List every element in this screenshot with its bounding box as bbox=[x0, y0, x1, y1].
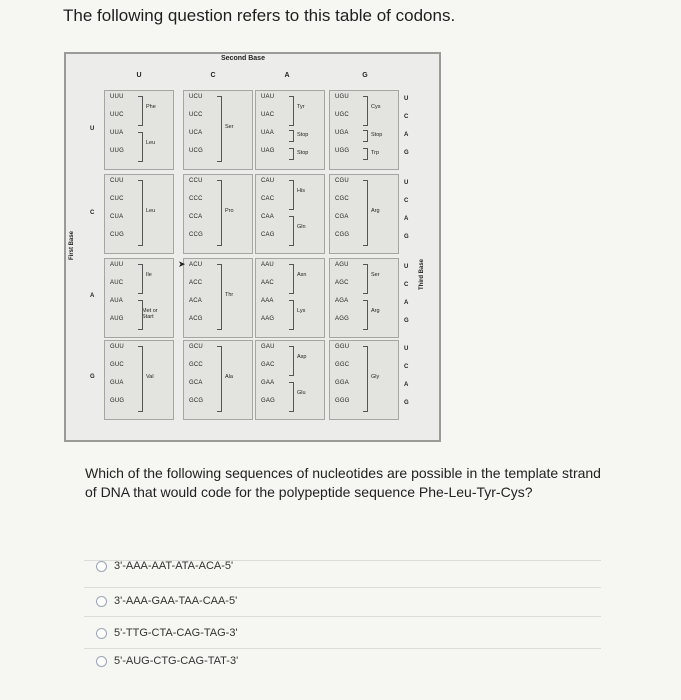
amino-acid-label: Thr bbox=[225, 292, 234, 298]
cursor-arrow-icon: ➤ bbox=[178, 259, 186, 269]
codon: GCG bbox=[189, 398, 204, 404]
first-base-letter: A bbox=[90, 293, 95, 299]
codon: UUU bbox=[110, 94, 124, 100]
amino-acid-label: Glu bbox=[297, 390, 306, 396]
amino-acid-label: Ser bbox=[371, 272, 380, 278]
codon: CAC bbox=[261, 196, 275, 202]
codon: AAC bbox=[261, 280, 274, 286]
option-label: 3'-AAA-GAA-TAA-CAA-5' bbox=[114, 595, 238, 607]
codon: CUC bbox=[110, 196, 124, 202]
bracket bbox=[217, 96, 222, 162]
bracket bbox=[138, 346, 143, 412]
amino-acid-label: Cys bbox=[371, 104, 381, 110]
codon: UCC bbox=[189, 112, 203, 118]
codon: AAU bbox=[261, 262, 274, 268]
third-base-letter: U bbox=[404, 346, 409, 352]
codon: ACU bbox=[189, 262, 203, 268]
codon: UCG bbox=[189, 148, 203, 154]
codon: UGG bbox=[335, 148, 350, 154]
bracket bbox=[289, 264, 294, 294]
third-base-letter: U bbox=[404, 96, 409, 102]
first-base-letter: U bbox=[90, 126, 95, 132]
amino-acid-label: Asn bbox=[297, 272, 307, 278]
amino-acid-label: Phe bbox=[146, 104, 156, 110]
amino-acid-label: Leu bbox=[146, 140, 156, 146]
codon: GGG bbox=[335, 398, 350, 404]
amino-acid-label: Stop bbox=[297, 132, 309, 138]
codon: CGA bbox=[335, 214, 349, 220]
codon: AGG bbox=[335, 316, 349, 322]
codon: ACG bbox=[189, 316, 203, 322]
codon: GCU bbox=[189, 344, 203, 350]
bracket bbox=[217, 180, 222, 246]
bracket bbox=[289, 346, 294, 376]
amino-acid-label: Leu bbox=[146, 208, 156, 214]
third-base-letter: G bbox=[404, 318, 409, 324]
codon: UUA bbox=[110, 130, 124, 136]
third-base-letter: C bbox=[404, 282, 409, 288]
amino-acid-label: Stop bbox=[297, 150, 309, 156]
codon: CGC bbox=[335, 196, 349, 202]
bracket bbox=[289, 130, 294, 142]
divider bbox=[84, 648, 601, 649]
option-label: 5'-AUG-CTG-CAG-TAT-3' bbox=[114, 655, 239, 667]
codon: GGC bbox=[335, 362, 350, 368]
bracket bbox=[363, 130, 368, 142]
codon: GCA bbox=[189, 380, 203, 386]
radio-button[interactable] bbox=[96, 561, 107, 572]
codon: GUC bbox=[110, 362, 124, 368]
codon: AUU bbox=[110, 262, 124, 268]
third-base-letter: A bbox=[404, 300, 409, 306]
amino-acid-label: Stop bbox=[371, 132, 383, 138]
codon: GUG bbox=[110, 398, 125, 404]
bracket bbox=[138, 132, 143, 162]
bracket bbox=[363, 148, 368, 160]
first-base-letter: G bbox=[90, 374, 95, 380]
amino-acid-label: Pro bbox=[225, 208, 234, 214]
codon: UGU bbox=[335, 94, 349, 100]
bracket bbox=[363, 300, 368, 330]
bracket bbox=[138, 300, 143, 330]
amino-acid-label: Arg bbox=[371, 208, 380, 214]
third-base-letter: U bbox=[404, 180, 409, 186]
codon: GAC bbox=[261, 362, 275, 368]
amino-acid-label: Trp bbox=[371, 150, 380, 156]
amino-acid-label: Lys bbox=[297, 308, 306, 314]
codon: AUC bbox=[110, 280, 124, 286]
bracket bbox=[289, 216, 294, 246]
question-text: Which of the following sequences of nucleotides are possible in the template strand of DNA that would code for the polypeptide sequence Phe-Leu-Tyr-Cys? bbox=[85, 465, 601, 500]
option-label: 5'-TTG-CTA-CAG-TAG-3' bbox=[114, 627, 238, 639]
codon: AAG bbox=[261, 316, 275, 322]
amino-acid-label: Gln bbox=[297, 224, 306, 230]
bracket bbox=[289, 96, 294, 126]
amino-acid-label: Ile bbox=[146, 272, 152, 278]
codon: AUA bbox=[110, 298, 123, 304]
codon: UAC bbox=[261, 112, 275, 118]
third-base-letter: A bbox=[404, 382, 409, 388]
codon: CUA bbox=[110, 214, 124, 220]
codon: UUG bbox=[110, 148, 124, 154]
amino-acid-label: Val bbox=[146, 374, 154, 380]
codon: UAG bbox=[261, 148, 275, 154]
codon: AGC bbox=[335, 280, 349, 286]
radio-button[interactable] bbox=[96, 656, 107, 667]
codon: CUG bbox=[110, 232, 124, 238]
third-base-letter: A bbox=[404, 216, 409, 222]
codon: CAU bbox=[261, 178, 275, 184]
second-base-header: G bbox=[362, 72, 368, 79]
codon: AGU bbox=[335, 262, 349, 268]
codon: AGA bbox=[335, 298, 349, 304]
codon: ACA bbox=[189, 298, 202, 304]
codon: GUU bbox=[110, 344, 124, 350]
codon: ACC bbox=[189, 280, 203, 286]
first-base-letter: C bbox=[90, 210, 95, 216]
amino-acid-label: Met or Start bbox=[142, 308, 158, 320]
third-base-letter: C bbox=[404, 114, 409, 120]
divider bbox=[84, 587, 601, 588]
radio-button[interactable] bbox=[96, 596, 107, 607]
bracket bbox=[289, 300, 294, 330]
second-base-title: Second Base bbox=[221, 55, 265, 62]
codon: UCU bbox=[189, 94, 203, 100]
amino-acid-label: Arg bbox=[371, 308, 380, 314]
codon: CCG bbox=[189, 232, 203, 238]
codon: UAA bbox=[261, 130, 274, 136]
codon: GUA bbox=[110, 380, 124, 386]
second-base-header: U bbox=[136, 72, 142, 79]
second-base-header: C bbox=[210, 72, 216, 79]
first-base-label: First Base bbox=[69, 230, 75, 260]
codon: UGC bbox=[335, 112, 349, 118]
bracket bbox=[289, 382, 294, 412]
codon: GGU bbox=[335, 344, 350, 350]
bracket bbox=[363, 346, 368, 412]
bracket bbox=[363, 264, 368, 294]
bracket bbox=[363, 180, 368, 246]
codon: GAA bbox=[261, 380, 275, 386]
radio-button[interactable] bbox=[96, 628, 107, 639]
amino-acid-label: Asp bbox=[297, 354, 307, 360]
third-base-letter: G bbox=[404, 400, 409, 406]
bracket bbox=[363, 96, 368, 126]
answer-option[interactable] bbox=[96, 655, 238, 667]
third-base-letter: C bbox=[404, 364, 409, 370]
third-base-letter: G bbox=[404, 234, 409, 240]
codon: UCA bbox=[189, 130, 203, 136]
intro-text: The following question refers to this table of codons. bbox=[63, 6, 456, 25]
amino-acid-label: Gly bbox=[371, 374, 380, 380]
codon: CAA bbox=[261, 214, 274, 220]
bracket bbox=[289, 180, 294, 210]
bracket bbox=[289, 148, 294, 160]
codon: CUU bbox=[110, 178, 124, 184]
codon: CAG bbox=[261, 232, 275, 238]
codon: CGU bbox=[335, 178, 349, 184]
codon: GCC bbox=[189, 362, 203, 368]
bracket bbox=[138, 96, 143, 126]
bracket bbox=[217, 346, 222, 412]
amino-acid-label: Ala bbox=[225, 374, 233, 380]
answer-option[interactable] bbox=[96, 595, 237, 607]
answer-option[interactable] bbox=[96, 560, 233, 572]
third-base-letter: C bbox=[404, 198, 409, 204]
third-base-label: Third Base bbox=[419, 258, 425, 290]
codon: UAU bbox=[261, 94, 275, 100]
second-base-header: A bbox=[284, 72, 290, 79]
bracket bbox=[138, 180, 143, 246]
codon: CCA bbox=[189, 214, 203, 220]
codon: UGA bbox=[335, 130, 349, 136]
codon: CCU bbox=[189, 178, 203, 184]
option-label: 3'-AAA-AAT-ATA-ACA-5' bbox=[114, 560, 234, 572]
codon: UUC bbox=[110, 112, 124, 118]
codon: GGA bbox=[335, 380, 349, 386]
bracket bbox=[217, 264, 222, 330]
amino-acid-label: Ser bbox=[225, 124, 234, 130]
amino-acid-label: His bbox=[297, 188, 305, 194]
amino-acid-label: Tyr bbox=[297, 104, 305, 110]
codon: CCC bbox=[189, 196, 203, 202]
codon: GAU bbox=[261, 344, 275, 350]
third-base-letter: U bbox=[404, 264, 409, 270]
third-base-letter: A bbox=[404, 132, 409, 138]
bracket bbox=[138, 264, 143, 294]
codon: AUG bbox=[110, 316, 124, 322]
divider bbox=[84, 616, 601, 617]
answer-option[interactable] bbox=[96, 627, 238, 639]
third-base-letter: G bbox=[404, 150, 409, 156]
codon: GAG bbox=[261, 398, 275, 404]
codon: CGG bbox=[335, 232, 350, 238]
codon: AAA bbox=[261, 298, 274, 304]
